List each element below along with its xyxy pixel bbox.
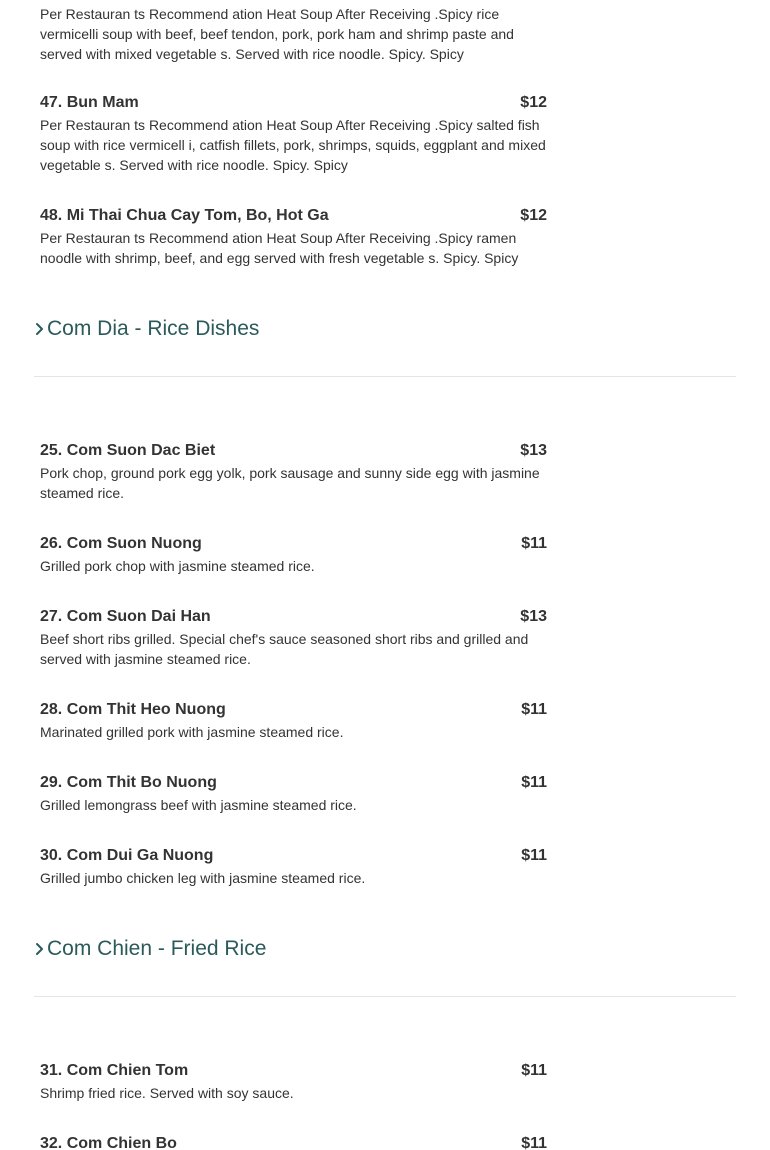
item-description: Grilled pork chop with jasmine steamed rice. (40, 558, 315, 574)
item-description: Beef short ribs grilled. Special chef's sauce seasoned short ribs and grilled and served with jasmine steamed rice. (40, 631, 529, 667)
item-price: $11 (521, 1135, 547, 1150)
item-price: $11 (521, 535, 547, 552)
section-title: Com Chien - Fried Rice (47, 937, 267, 960)
item-name: 30. Com Dui Ga Nuong (40, 847, 214, 864)
section-toggle-rice-dishes[interactable] (34, 316, 736, 342)
item-description: Pork chop, ground pork egg yolk, pork sausage and sunny side egg with jasmine steamed rice. (40, 465, 540, 501)
menu-item[interactable] (40, 1134, 547, 1150)
item-description: Per Restauran ts Recommend ation Heat Soup After Receiving .Spicy rice vermicelli soup with beef, beef tendon, pork, pork ham and shrimp paste and served with mixed vegetable s. Served with rice noodle. Spicy. Spicy (40, 6, 514, 62)
menu-item[interactable] (40, 773, 547, 815)
item-name: 27. Com Suon Dai Han (40, 608, 211, 625)
section-toggle-fried-rice[interactable] (34, 936, 736, 962)
section-header-fried-rice (34, 936, 736, 997)
item-price: $11 (521, 847, 547, 864)
item-description: Marinated grilled pork with jasmine steamed rice. (40, 724, 344, 740)
menu-item[interactable] (40, 846, 547, 888)
section-title: Com Dia - Rice Dishes (47, 317, 260, 340)
menu-item[interactable] (40, 206, 547, 268)
item-price: $12 (520, 207, 547, 224)
menu-item[interactable] (40, 700, 547, 742)
menu-item[interactable] (40, 534, 547, 576)
item-price: $13 (520, 608, 547, 625)
chevron-right-icon (34, 319, 46, 339)
item-price: $11 (521, 701, 547, 718)
menu-item[interactable] (40, 1061, 547, 1103)
chevron-right-icon (34, 939, 46, 959)
item-name: 26. Com Suon Nuong (40, 535, 202, 552)
item-name: 29. Com Thit Bo Nuong (40, 774, 217, 791)
menu-item[interactable] (40, 441, 547, 503)
item-name: 31. Com Chien Tom (40, 1062, 189, 1079)
section-header-rice-dishes (34, 316, 736, 377)
item-name: 48. Mi Thai Chua Cay Tom, Bo, Hot Ga (40, 207, 329, 224)
item-price: $11 (521, 1062, 547, 1079)
item-name: 28. Com Thit Heo Nuong (40, 701, 226, 718)
item-description: Shrimp fried rice. Served with soy sauce. (40, 1085, 294, 1101)
item-name: 47. Bun Mam (40, 94, 139, 111)
menu-item[interactable] (40, 2, 547, 64)
item-name: 32. Com Chien Bo (40, 1135, 177, 1150)
menu-item[interactable] (40, 93, 547, 175)
item-description: Grilled lemongrass beef with jasmine steamed rice. (40, 797, 357, 813)
item-description: Per Restauran ts Recommend ation Heat Soup After Receiving .Spicy ramen noodle with shrimp, beef, and egg served with fresh vegetable s. Spicy. Spicy (40, 230, 519, 266)
item-description: Grilled jumbo chicken leg with jasmine steamed rice. (40, 870, 366, 886)
item-description: Per Restauran ts Recommend ation Heat Soup After Receiving .Spicy salted fish soup with rice vermicell i, catfish fillets, pork, shrimps, squids, eggplant and mixed vegetable s. Served with rice noodle. Spicy. Spicy (40, 117, 546, 173)
item-price: $11 (521, 774, 547, 791)
item-name: 25. Com Suon Dac Biet (40, 442, 216, 459)
item-price: $13 (520, 442, 547, 459)
menu-item[interactable] (40, 607, 547, 669)
item-price: $12 (520, 94, 547, 111)
